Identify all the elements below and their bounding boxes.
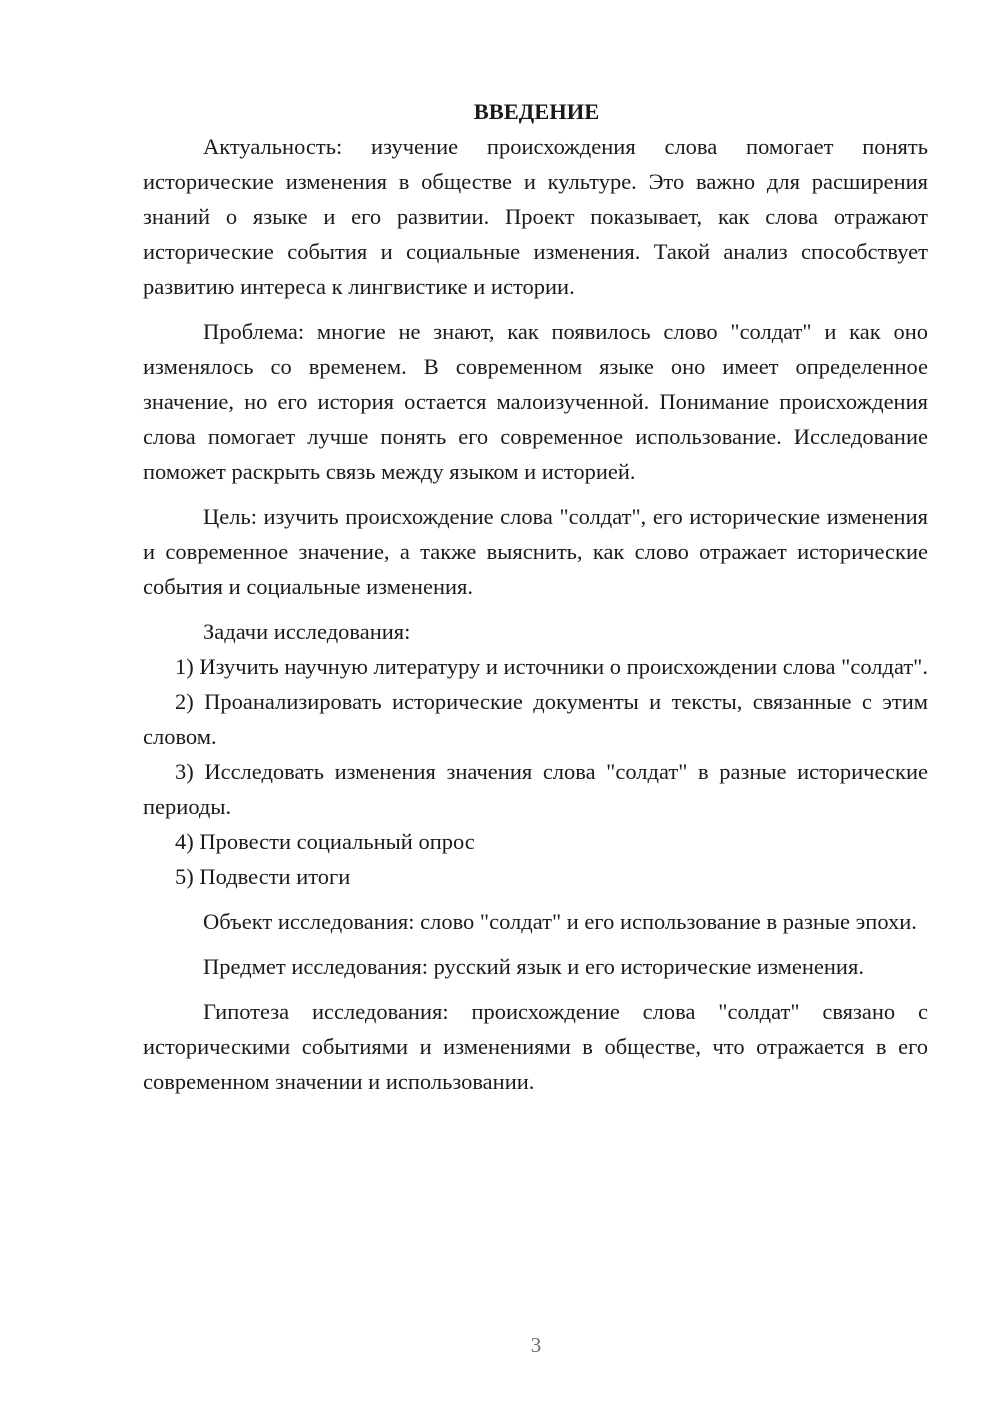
- task-item-1: 1) Изучить научную литературу и источники о происхождении слова "солдат".: [175, 654, 928, 679]
- page-title: ВВЕДЕНИЕ: [473, 99, 600, 124]
- task-item-4: 4) Провести социальный опрос: [175, 829, 475, 854]
- goal-paragraph: Цель: изучить происхождение слова "солдат", его исторические изменения и современное значение, а также выяснить, как слово отражает исторические события и социальные изменения.: [143, 504, 928, 599]
- hypothesis-paragraph: Гипотеза исследования: происхождение слова "солдат" связано с историческими событиями и изменениями в обществе, что отражается в его современном значении и использовании.: [143, 999, 928, 1094]
- tasks-heading: Задачи исследования:: [203, 619, 411, 644]
- task-item-3: 3) Исследовать изменения значения слова "солдат" в разные исторические периоды.: [143, 759, 928, 819]
- object-paragraph: Объект исследования: слово "солдат" и его использование в разные эпохи.: [203, 909, 917, 934]
- page-content: [143, 94, 928, 1099]
- relevance-paragraph: Актуальность: изучение происхождения слова помогает понять исторические изменения в обществе и культуре. Это важно для расширения знаний о языке и его развитии. Проект показывает, как слова отражают исторические события и социальные изменения. Такой анализ способствует развитию интереса к лингвистике и истории.: [143, 134, 928, 299]
- task-item-5: 5) Подвести итоги: [175, 864, 351, 889]
- task-item-2: 2) Проанализировать исторические документы и тексты, связанные с этим словом.: [143, 689, 928, 749]
- subject-paragraph: Предмет исследования: русский язык и его исторические изменения.: [203, 954, 864, 979]
- page-number: 3: [530, 1333, 542, 1357]
- problem-paragraph: Проблема: многие не знают, как появилось слово "солдат" и как оно изменялось со временем. В современном языке оно имеет определенное значение, но его история остается малоизученной. Понимание происхождения слова помогает лучше понять его современное использование. Исследование поможет раскрыть связь между языком и историей.: [143, 319, 928, 484]
